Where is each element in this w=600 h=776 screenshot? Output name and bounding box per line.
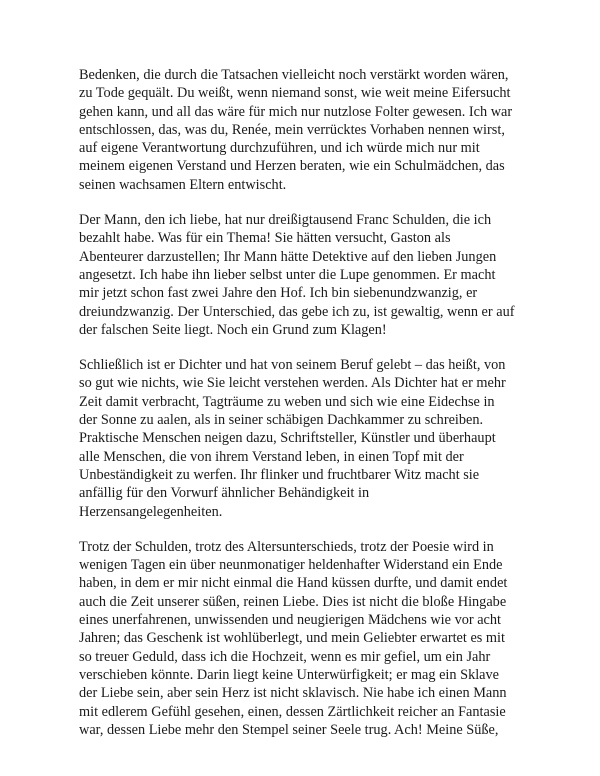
paragraph-4 bbox=[79, 538, 529, 739]
text-line: eines unerfahrenen, unwissenden und neugierigen Mädchens wie vor acht bbox=[79, 612, 502, 629]
text-line: verschieben könnte. Darin liegt keine Unterwürfigkeit; er mag ein Sklave bbox=[79, 666, 500, 683]
text-line: Jahren; das Geschenk ist wohlüberlegt, und mein Geliebter erwartet es mit bbox=[79, 630, 505, 647]
text-line: zu Tode gequält. Du weißt, wenn niemand sonst, wie weit meine Eifersucht bbox=[79, 85, 511, 102]
text-line: dreiundzwanzig. Der Unterschied, das gebe ich zu, ist gewaltig, wenn er auf bbox=[79, 303, 515, 320]
text-line: bezahlt habe. Was für ein Thema! Sie hätten versucht, Gaston als bbox=[79, 230, 451, 247]
text-line: Trotz der Schulden, trotz des Altersunterschieds, trotz der Poesie wird in bbox=[79, 538, 494, 555]
text-line: Bedenken, die durch die Tatsachen vielleicht noch verstärkt worden wären, bbox=[79, 67, 509, 83]
text-line: entschlossen, das, was du, Renée, mein verrücktes Vorhaben nennen wirst, bbox=[79, 121, 505, 138]
text-line: der Liebe sein, aber sein Herz ist nicht sklavisch. Nie habe ich einen Mann bbox=[79, 685, 507, 702]
text-line: mit edlerem Gefühl gesehen, einen, dessen Zärtlichkeit reicher an Fantasie bbox=[79, 703, 506, 720]
text-line: auf eigene Verantwortung durchzuführen, und ich würde mich nur mit bbox=[79, 140, 480, 157]
text-line: Zeit damit verbracht, Tagträume zu weben und sich wie eine Eidechse in bbox=[79, 393, 495, 410]
paragraph-1 bbox=[79, 66, 529, 194]
text-line: anfällig für den Vorwurf ähnlicher Behändigkeit in bbox=[79, 485, 370, 502]
text-line: mir jetzt schon fast zwei Jahre den Hof. Ich bin siebenundzwanzig, er bbox=[79, 285, 478, 302]
text-line: so gut wie nichts, wie Sie leicht verstehen werden. Als Dichter hat er mehr bbox=[79, 375, 506, 392]
text-line: wenigen Tagen ein über neunmonatiger heldenhafter Widerstand ein Ende bbox=[79, 557, 503, 574]
text-line: angesetzt. Ich habe ihn lieber selbst unter die Lupe genommen. Er macht bbox=[79, 266, 496, 283]
text-line: Unbeständigkeit zu werfen. Ihr flinker und fruchtbarer Witz macht sie bbox=[79, 466, 480, 483]
text-line: haben, in dem er mir nicht einmal die Hand küssen durfte, und damit endet bbox=[79, 575, 508, 592]
paragraph-2 bbox=[79, 211, 529, 339]
text-line: Schließlich ist er Dichter und hat von seinem Beruf gelebt – das heißt, von bbox=[79, 357, 506, 374]
text-line: der falschen Seite liegt. Noch ein Grund zum Klagen! bbox=[79, 321, 387, 338]
text-line: der Sonne zu aalen, als in seiner schäbigen Dachkammer zu schreiben. bbox=[79, 412, 484, 429]
text-line: so treuer Geduld, dass ich die Hochzeit, wenn es mir gefiel, um ein Jahr bbox=[79, 648, 491, 665]
text-line: Abenteurer darzustellen; Ihr Mann hätte Detektive auf den lieben Jungen bbox=[79, 248, 497, 265]
text-line: auch die Zeit unserer süßen, reinen Liebe. Dies ist nicht die bloße Hingabe bbox=[79, 593, 507, 610]
text-line: gehen kann, und all das wäre für mich nur nutzlose Folter gewesen. Ich war bbox=[79, 103, 513, 120]
document-page bbox=[79, 66, 529, 756]
text-line: war, dessen Liebe mehr den Stempel seiner Seele trug. Ach! Meine Süße, bbox=[79, 721, 499, 738]
text-line: Der Mann, den ich liebe, hat nur dreißigtausend Franc Schulden, die ich bbox=[79, 212, 492, 229]
text-line: meinem eigenen Verstand und Herzen beraten, wie ein Schulmädchen, das bbox=[79, 158, 505, 175]
text-line: Praktische Menschen neigen dazu, Schriftsteller, Künstler und überhaupt bbox=[79, 430, 496, 447]
text-line: Herzensangelegenheiten. bbox=[79, 503, 223, 520]
text-line: alle Menschen, die von ihrem Verstand leben, in einen Topf mit der bbox=[79, 448, 464, 465]
text-line: seinen wachsamen Eltern entwischt. bbox=[79, 176, 287, 193]
paragraph-3 bbox=[79, 356, 529, 521]
